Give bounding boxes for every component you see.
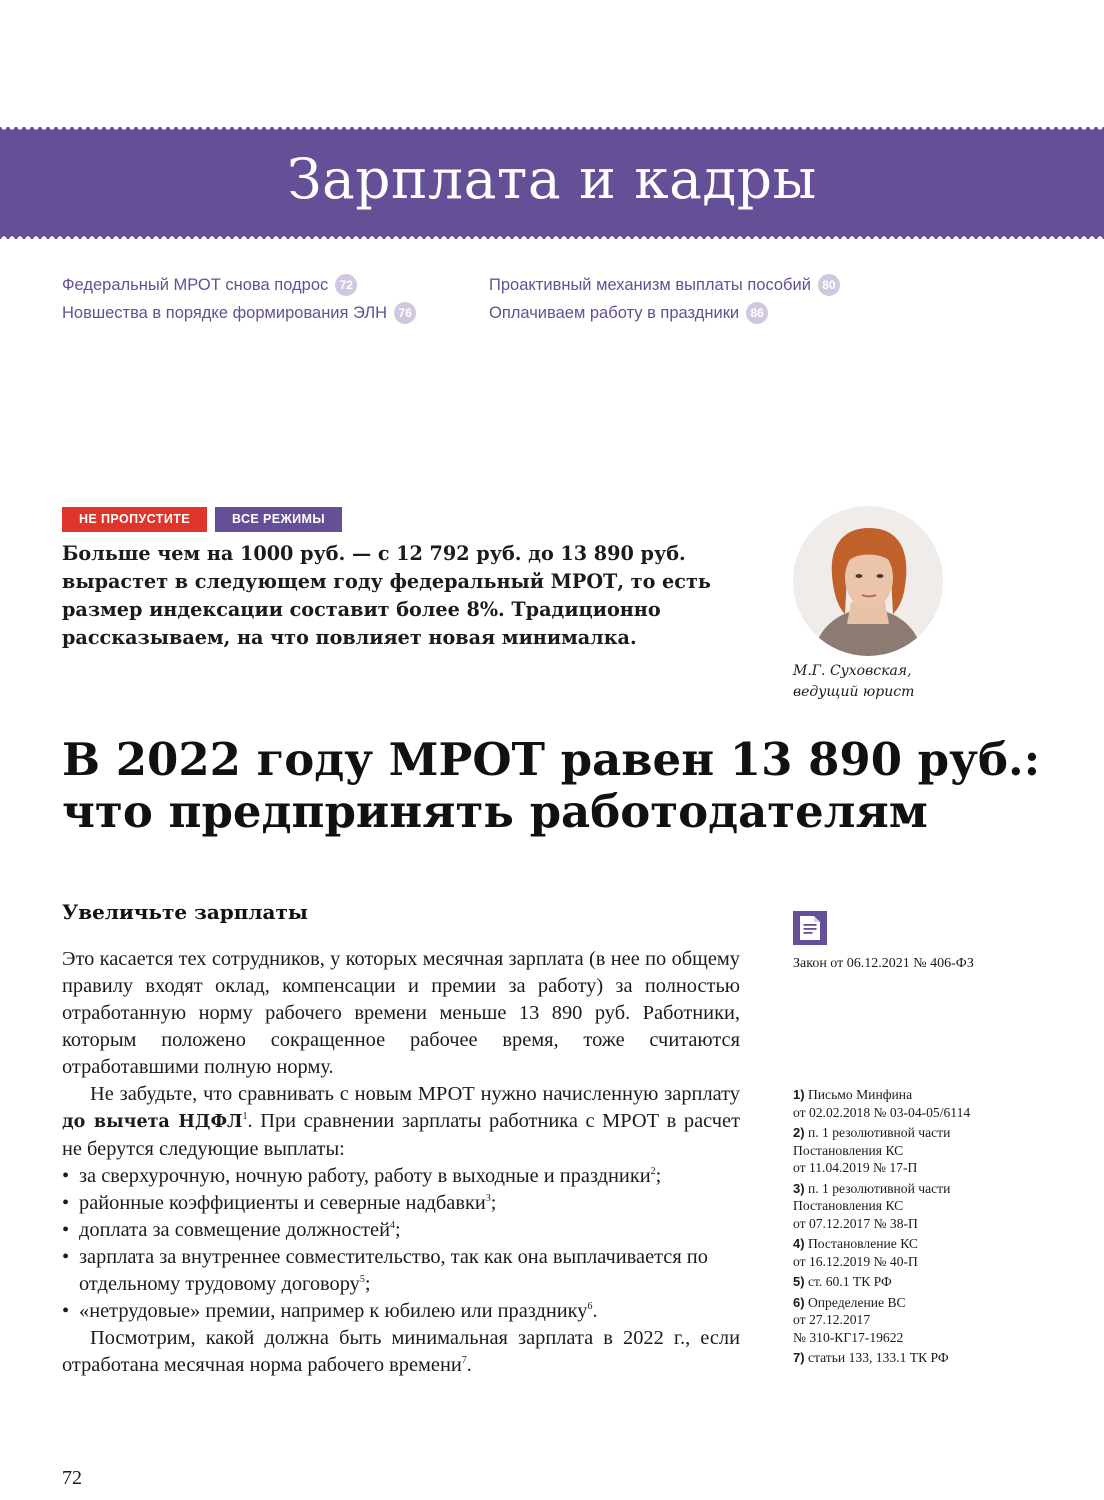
- exclusions-list: [62, 1163, 740, 1325]
- page-number: 72: [62, 1467, 82, 1489]
- toc-item-label[interactable]: Новшества в порядке формирования ЭЛН: [62, 303, 388, 322]
- footnote-ref-7[interactable]: 7: [461, 1355, 467, 1367]
- list-item-punct: .: [592, 1300, 598, 1322]
- footnote: [793, 1235, 1033, 1270]
- list-item-punct: ;: [364, 1273, 371, 1295]
- toc-item[interactable]: [62, 299, 416, 327]
- footnote-ref[interactable]: 5: [359, 1274, 365, 1286]
- paragraph-3-punct: .: [466, 1354, 472, 1376]
- list-item-punct: ;: [395, 1219, 401, 1241]
- footnote-line: п. 1 резолютивной части: [807, 1125, 951, 1140]
- footnote-number: 6): [793, 1294, 805, 1310]
- list-item-text: за сверхурочную, ночную работу, работу в выходные и праздники: [79, 1165, 651, 1187]
- author-portrait-icon: [793, 506, 943, 656]
- headline-line-1: В 2022 году МРОТ равен 13 890 руб.:: [62, 733, 1041, 786]
- section-banner: [0, 127, 1104, 239]
- footnote-line: Постановления КС: [793, 1198, 904, 1213]
- footnote: [793, 1180, 1033, 1233]
- paragraph-2-bold: до вычета НДФЛ: [62, 1112, 243, 1132]
- footnote-line: от 07.12.2017 № 38-П: [793, 1215, 918, 1231]
- list-item: [62, 1190, 740, 1217]
- list-item-punct: ;: [490, 1192, 497, 1214]
- toc-left-column: [62, 271, 416, 327]
- tag-dont-miss: НЕ ПРОПУСТИТЕ: [62, 507, 207, 532]
- article-headline: [62, 734, 1062, 838]
- headline-line-2: что предпринять работодателям: [62, 785, 928, 838]
- toc-page-badge: 76: [394, 302, 416, 324]
- section-title-banner: Зарплата и кадры: [287, 147, 817, 211]
- toc-item-label[interactable]: Оплачиваем работу в праздники: [489, 303, 740, 322]
- footnote: [793, 1086, 1033, 1121]
- list-item-text: зарплата за внутреннее совместительство, так как она выплачивается по отдельному трудовому договору: [79, 1246, 708, 1295]
- toc-page-badge: 86: [746, 302, 768, 324]
- toc-page-badge: 80: [818, 274, 840, 296]
- footnote: [793, 1124, 1033, 1177]
- footnote-number: 4): [793, 1236, 805, 1251]
- author-role: ведущий юрист: [793, 684, 915, 700]
- footnote-number: 5): [793, 1274, 805, 1289]
- footnote-line: ст. 60.1 ТК РФ: [807, 1274, 892, 1289]
- footnote-line: от 16.12.2019 № 40-П: [793, 1253, 918, 1269]
- toc-item[interactable]: [62, 271, 416, 299]
- footnote-number: 1): [793, 1087, 805, 1102]
- footnote-line: статьи 133, 133.1 ТК РФ: [807, 1350, 949, 1365]
- footnote-line: Письмо Минфина: [807, 1087, 913, 1102]
- author-name: М.Г. Суховская,: [793, 663, 912, 679]
- toc-right-column: [489, 271, 840, 327]
- list-item: [62, 1298, 740, 1325]
- paragraph-2: [62, 1081, 740, 1163]
- document-icon: [793, 911, 827, 945]
- footnote-line: от 02.02.2018 № 03-04-05/6114: [793, 1104, 971, 1120]
- footnote: [793, 1273, 1033, 1291]
- list-item-text: «нетрудовые» премии, например к юбилею или празднику: [79, 1300, 588, 1322]
- document-glyph-icon: [799, 915, 821, 941]
- footnote-number: 2): [793, 1125, 805, 1140]
- footnote-ref[interactable]: 2: [650, 1166, 656, 1178]
- toc-item-label[interactable]: Проактивный механизм выплаты пособий: [489, 275, 811, 294]
- section-heading: Увеличьте зарплаты: [62, 900, 308, 924]
- footnote: [793, 1349, 1033, 1367]
- footnote-ref[interactable]: 4: [390, 1220, 395, 1232]
- footnote-line: от 11.04.2019 № 17-П: [793, 1160, 918, 1175]
- footnote-ref[interactable]: 6: [587, 1301, 593, 1313]
- footnote-ref[interactable]: 3: [485, 1193, 491, 1205]
- footnote-line: Постановление КС: [807, 1236, 918, 1251]
- article-body: [62, 946, 740, 1379]
- list-item: [62, 1244, 740, 1298]
- toc-item-label[interactable]: Федеральный МРОТ снова подрос: [62, 275, 329, 294]
- list-item-punct: ;: [655, 1165, 662, 1187]
- footnote-line: от 27.12.2017: [793, 1312, 871, 1327]
- paragraph-3-text: Посмотрим, какой должна быть минимальная зарплата в 2022 г., если отработана месячная норма рабочего времени: [62, 1327, 740, 1376]
- article-lead: Больше чем на 1000 руб. — с 12 792 руб. до 13 890 руб. вырастет в следующем году федеральный МРОТ, то есть размер индексации составит более 8%. Традиционно рассказываем, на что повлияет новая минималка.: [62, 542, 711, 649]
- footnotes: [793, 1086, 1033, 1370]
- toc-item[interactable]: [489, 271, 840, 299]
- list-item-text: доплата за совмещение должностей: [79, 1219, 390, 1241]
- law-reference: Закон от 06.12.2021 № 406-ФЗ: [793, 956, 974, 971]
- footnote-line: п. 1 резолютивной части: [807, 1180, 951, 1196]
- footnote-line: Постановления КС: [793, 1142, 904, 1158]
- footnote-ref-1[interactable]: 1: [242, 1111, 248, 1123]
- list-item: [62, 1163, 740, 1190]
- list-item: [62, 1217, 740, 1244]
- toc-item[interactable]: [489, 299, 840, 327]
- article-tags: [62, 507, 342, 532]
- list-item-text: районные коэффициенты и северные надбавки: [79, 1192, 486, 1214]
- footnote-line: Определение ВС: [807, 1294, 906, 1310]
- footnote-line: № 310-КГ17-19622: [793, 1329, 904, 1345]
- paragraph-1: Это касается тех сотрудников, у которых месячная зарплата (в нее по общему правилу входят оклад, компенсации и премии за работу) за полностью отработанную норму рабочего времени меньше 13 890 руб. Работники, которым положено сокращенное рабочее время, тоже считаются отработавшими полную норму.: [62, 948, 740, 1078]
- footnote-number: 3): [793, 1180, 805, 1196]
- author-avatar: [793, 506, 943, 656]
- footnote-number: 7): [793, 1350, 805, 1365]
- paragraph-3: [62, 1325, 740, 1379]
- paragraph-2-text-end: . При сравнении зарплаты работника с МРОТ в расчет не берутся следующие выплаты:: [62, 1110, 740, 1160]
- author-caption: [793, 661, 914, 703]
- paragraph-2-text: Не забудьте, что сравнивать с новым МРОТ нужно начисленную зарплату: [90, 1083, 740, 1105]
- toc-page-badge: 72: [335, 274, 357, 296]
- footnote: [793, 1294, 1033, 1347]
- tag-all-regimes: ВСЕ РЕЖИМЫ: [215, 507, 342, 532]
